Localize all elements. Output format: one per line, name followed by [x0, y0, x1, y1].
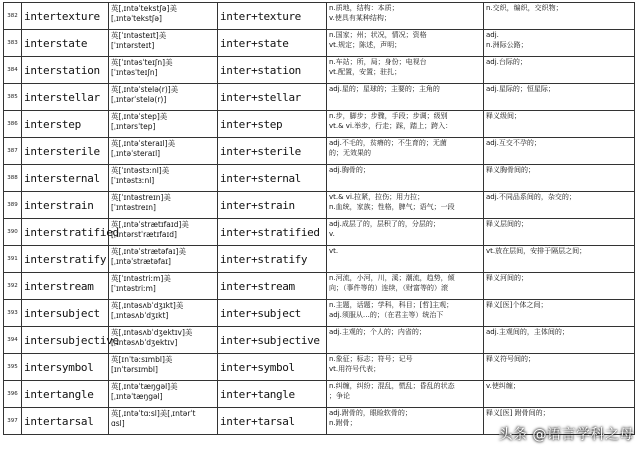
morpheme-split-cell-text: inter+tangle — [220, 387, 295, 401]
phonetic-cell-text: 英[ɪnˈtəːsɪmbl]美 — [111, 355, 173, 364]
word-cell-text: intersterile — [24, 144, 100, 158]
word-cell — [22, 219, 119, 246]
table-row — [4, 138, 635, 165]
meaning-cell-text: vt.& vi.拉紧，拉伤；用力拉； — [329, 193, 425, 201]
row-number-text: 386 — [7, 121, 18, 127]
row-number — [4, 354, 22, 381]
morpheme-split-cell-text: inter+stratify — [220, 252, 308, 266]
table-row — [4, 57, 635, 84]
table-row — [4, 327, 635, 354]
meaning-cell-text: n.主题，话题；学科，科目；[哲]主观； — [329, 301, 454, 309]
row-number — [4, 300, 22, 327]
derived-meaning-cell-text: 释义符号间的； — [486, 355, 535, 363]
morpheme-split-cell-text: inter+subject — [220, 306, 301, 320]
derived-meaning-cell-text: adj.星际的；恒星际； — [486, 85, 555, 93]
phonetic-cell-text: [ˈɪntəsˈteɪʃn] — [111, 68, 158, 77]
word-cell-text: intertarsal — [24, 414, 94, 428]
phonetic-cell-text: [ˌɪntəˈstrætəfaɪ] — [111, 257, 171, 266]
morpheme-split-cell — [218, 246, 327, 273]
meaning-cell-text: n.车站；所，局；身份；电视台 — [329, 58, 427, 66]
row-number-text: 390 — [7, 229, 18, 235]
meaning-cell — [327, 273, 484, 300]
meaning-cell-text: adj.星的；星球的；主要的；主角的 — [329, 85, 440, 93]
row-number-text: 385 — [7, 94, 18, 100]
phonetic-cell — [109, 408, 218, 435]
morpheme-split-cell-text: inter+subjective — [220, 333, 320, 347]
word-cell — [22, 246, 109, 273]
meaning-cell-text: 向；（事件等的）连续，（财富等的）滚 — [329, 283, 448, 292]
meaning-cell-text: 的；无效果的 — [329, 148, 371, 157]
table-row — [4, 30, 635, 57]
derived-meaning-cell-text: n.交织，编织，交织物； — [486, 4, 563, 12]
phonetic-cell-text: 英[ˌɪntəˈtæŋgəl]美 — [111, 382, 178, 391]
morpheme-split-cell — [218, 3, 327, 30]
morpheme-split-cell — [218, 300, 327, 327]
word-cell-text: interstratify — [24, 252, 107, 266]
derived-meaning-cell — [484, 3, 635, 30]
word-cell — [22, 84, 109, 111]
morpheme-split-cell — [218, 138, 327, 165]
row-number-text: 395 — [7, 364, 18, 370]
phonetic-cell-text: [ˌɪntəˈsteraɪl] — [111, 149, 161, 158]
morpheme-split-cell-text: inter+tarsal — [220, 414, 295, 428]
table-row — [4, 111, 635, 138]
word-cell — [22, 192, 109, 219]
derived-meaning-cell — [484, 219, 635, 246]
row-number-text: 384 — [7, 67, 18, 73]
meaning-cell-text: n.跗骨； — [329, 418, 357, 427]
row-number — [4, 138, 22, 165]
row-number-text: 394 — [7, 337, 18, 343]
row-number-text: 383 — [7, 40, 18, 46]
derived-meaning-cell — [484, 138, 635, 165]
word-cell-text: interstrain — [24, 198, 94, 212]
phonetic-cell — [109, 354, 218, 381]
row-number — [4, 192, 22, 219]
table-row — [4, 273, 635, 300]
meaning-cell-text: vt.用符号代表； — [329, 364, 381, 373]
phonetic-cell-text: 英[ˈɪntəsteɪt]美 — [111, 31, 167, 40]
word-cell — [22, 111, 109, 138]
table-row — [4, 84, 635, 111]
derived-meaning-cell — [484, 57, 635, 84]
meaning-cell — [327, 192, 484, 219]
meaning-cell-text: ；争论 — [329, 391, 350, 400]
phonetic-cell-text: [ˌɪntərsˈtep] — [111, 122, 156, 131]
phonetic-cell — [109, 138, 218, 165]
meaning-cell — [327, 246, 484, 273]
meaning-cell — [327, 327, 484, 354]
derived-meaning-cell — [484, 165, 635, 192]
word-cell-text: intersternal — [24, 171, 100, 185]
phonetic-cell-text: [ˌɪntəˈtekstʃə] — [111, 14, 162, 23]
phonetic-cell — [109, 30, 218, 57]
row-number-text: 387 — [7, 148, 18, 154]
derived-meaning-cell-text: n.洲际公路； — [486, 40, 528, 49]
derived-meaning-cell — [484, 354, 635, 381]
meaning-cell — [327, 300, 484, 327]
morpheme-split-cell — [218, 165, 327, 192]
row-number — [4, 165, 22, 192]
row-number — [4, 84, 22, 111]
derived-meaning-cell-text: 释义[医]个体之间； — [486, 301, 548, 309]
row-number — [4, 246, 22, 273]
word-cell-text: intertexture — [24, 9, 100, 23]
morpheme-split-cell-text: inter+strain — [220, 198, 295, 212]
morpheme-split-cell-text: inter+stream — [220, 279, 295, 293]
morpheme-split-cell-text: inter+stratified — [220, 225, 320, 239]
row-number-text: 389 — [7, 202, 18, 208]
phonetic-cell-text: 英[ˌɪntəˈstelə(r)]美 — [111, 85, 179, 94]
meaning-cell — [327, 30, 484, 57]
row-number-text: 396 — [7, 391, 18, 397]
word-cell — [22, 381, 109, 408]
derived-meaning-cell — [484, 381, 635, 408]
word-cell-text: intertangle — [24, 387, 94, 401]
row-number — [4, 3, 22, 30]
table-row — [4, 354, 635, 381]
meaning-cell-text: vt.& vi.举步，行走；踩，踏上；跨入： — [329, 121, 453, 130]
row-number — [4, 327, 22, 354]
table-row — [4, 300, 635, 327]
phonetic-cell-text: [ˌɪntərˈstelə(r)] — [111, 95, 167, 104]
word-cell-text: intersubjective — [24, 333, 119, 347]
phonetic-cell-text: 英[ˈɪntəsˈteɪʃn]美 — [111, 58, 173, 67]
phonetic-cell-text: 英[ˌɪntəˈtekstʃə]美 — [111, 4, 177, 13]
phonetic-cell — [109, 273, 218, 300]
phonetic-cell-text: 英[ˌɪntəˈtɑːsl]美[ˌɪntərˈt — [111, 409, 196, 418]
morpheme-split-cell — [218, 111, 327, 138]
meaning-cell-text: n.纠缠，纠纷；混乱，慌乱；昏乱的状态 — [329, 382, 455, 390]
meaning-cell-text: n.质地，结构：本质； — [329, 4, 399, 12]
meaning-cell-text: adj.跗骨的，眼睑软骨的； — [329, 409, 412, 417]
phonetic-cell — [109, 381, 218, 408]
derived-meaning-cell-text: adj.不同品系间的，杂交的； — [486, 193, 576, 201]
phonetic-cell-text: [ˈɪntərsteɪt] — [111, 41, 155, 50]
morpheme-split-cell — [218, 84, 327, 111]
phonetic-cell-text: [ˈɪntəstriːm] — [111, 284, 156, 293]
meaning-cell — [327, 138, 484, 165]
meaning-cell-text: adj.主观的；个人的；内省的； — [329, 328, 426, 336]
derived-meaning-cell-text: adj.互交不孕的； — [486, 139, 541, 147]
phonetic-cell — [109, 84, 218, 111]
meaning-cell-text: v. — [329, 229, 335, 238]
word-cell-text: interstep — [24, 117, 81, 131]
phonetic-cell-text: [ˌɪntəsʌbˈdʒektɪv] — [111, 338, 178, 347]
meaning-cell — [327, 3, 484, 30]
word-cell-text: intersymbol — [24, 360, 94, 374]
morpheme-split-cell — [218, 192, 327, 219]
table-row — [4, 219, 635, 246]
phonetic-cell — [109, 219, 218, 246]
word-cell — [22, 354, 109, 381]
derived-meaning-cell-text: v.使纠缠； — [486, 382, 520, 390]
meaning-cell-text: n.象征；标志；符号；记号 — [329, 355, 413, 363]
row-number — [4, 381, 22, 408]
derived-meaning-cell-text: 释义胸骨间的； — [486, 166, 535, 174]
morpheme-split-cell — [218, 273, 327, 300]
meaning-cell-text: v.使具有某种结构； — [329, 13, 391, 22]
morpheme-split-cell-text: inter+stellar — [220, 90, 301, 104]
phonetic-cell — [109, 57, 218, 84]
row-number-text: 391 — [7, 256, 18, 262]
meaning-cell — [327, 165, 484, 192]
morpheme-split-cell — [218, 219, 327, 246]
watermark: 头条 @语言学科之母 — [498, 427, 634, 443]
derived-meaning-cell-text: adj.主观间的，主体间的； — [486, 328, 569, 336]
word-cell — [22, 30, 109, 57]
word-cell-text: interstellar — [24, 90, 100, 104]
row-number-text: 388 — [7, 175, 18, 181]
meaning-cell — [327, 408, 484, 435]
phonetic-cell-text: [ˈɪntəstreɪn] — [111, 203, 156, 212]
row-number — [4, 111, 22, 138]
meaning-cell-text: adj.胸骨的； — [329, 166, 370, 174]
phonetic-cell-text: [ɪnˈtərsɪmbl] — [111, 365, 158, 374]
phonetic-cell — [109, 192, 218, 219]
phonetic-cell — [109, 300, 218, 327]
meaning-cell — [327, 57, 484, 84]
phonetic-cell — [109, 246, 218, 273]
meaning-cell — [327, 354, 484, 381]
row-number — [4, 57, 22, 84]
derived-meaning-cell — [484, 111, 635, 138]
phonetic-cell — [109, 327, 218, 354]
derived-meaning-cell-text: vt.放在层间，安排于隔层之间； — [486, 247, 587, 255]
phonetic-cell-text: [ˈɪntəstɜːnl] — [111, 176, 155, 185]
phonetic-cell-text: 英[ˌɪntəˈstep]美 — [111, 112, 168, 121]
table-row — [4, 246, 635, 273]
meaning-cell-text: adj.须服从…的；（在君主等）统治下 — [329, 310, 444, 319]
derived-meaning-cell-text: adj.台际的； — [486, 58, 527, 66]
word-cell — [22, 300, 109, 327]
meaning-cell — [327, 111, 484, 138]
meaning-cell-text: n.步，脚步；步骤，手段；步调；级别 — [329, 112, 448, 120]
derived-meaning-cell-text: 释义级间； — [486, 112, 521, 120]
row-number — [4, 408, 22, 435]
phonetic-cell-text: 英[ˌɪntəsʌbˈdʒektɪv]美 — [111, 328, 193, 337]
morpheme-split-cell-text: inter+texture — [220, 9, 301, 23]
derived-meaning-cell-text: adj. — [486, 31, 499, 39]
table-row — [4, 192, 635, 219]
morpheme-split-cell-text: inter+sternal — [220, 171, 301, 185]
row-number — [4, 273, 22, 300]
vocabulary-table — [3, 2, 635, 435]
derived-meaning-cell — [484, 246, 635, 273]
word-cell — [22, 138, 109, 165]
meaning-cell-text: n.国家；州；状况，情况；资格 — [329, 31, 427, 39]
derived-meaning-cell — [484, 300, 635, 327]
phonetic-cell-text: ɑsl] — [111, 419, 125, 428]
meaning-cell-text: vt. — [329, 247, 339, 255]
derived-meaning-cell — [484, 30, 635, 57]
word-cell — [22, 57, 109, 84]
derived-meaning-cell-text: 释义河间的； — [486, 274, 528, 282]
table-row — [4, 381, 635, 408]
meaning-cell — [327, 219, 484, 246]
word-cell — [22, 327, 119, 354]
morpheme-split-cell-text: inter+station — [220, 63, 301, 77]
row-number — [4, 30, 22, 57]
meaning-cell-text: n.河流，小河，川，溪；潮流，趋势，倾 — [329, 274, 455, 282]
derived-meaning-cell-text: 释义层间的； — [486, 220, 528, 228]
meaning-cell — [327, 381, 484, 408]
phonetic-cell — [109, 165, 218, 192]
row-number-text: 382 — [7, 13, 18, 19]
word-cell — [22, 165, 109, 192]
row-number — [4, 219, 22, 246]
morpheme-split-cell — [218, 30, 327, 57]
phonetic-cell-text: 英[ˈɪntəstreɪn]美 — [111, 193, 171, 202]
derived-meaning-cell — [484, 327, 635, 354]
morpheme-split-cell-text: inter+symbol — [220, 360, 295, 374]
word-cell — [22, 273, 109, 300]
meaning-cell-text: adj.成层了的，层积了的，分层的； — [329, 220, 440, 228]
phonetic-cell-text: [ˌɪntəˈtæŋgəl] — [111, 392, 163, 401]
word-cell-text: interstream — [24, 279, 94, 293]
phonetic-cell — [109, 3, 218, 30]
word-cell-text: interstate — [24, 36, 88, 50]
morpheme-split-cell-text: inter+sterile — [220, 144, 301, 158]
morpheme-split-cell-text: inter+step — [220, 117, 283, 131]
word-cell-text: intersubject — [24, 306, 100, 320]
phonetic-cell — [109, 111, 218, 138]
phonetic-cell-text: [ˌɪntərstˈrætɪfaɪd] — [111, 230, 177, 239]
meaning-cell-text: vt.规定；陈述，声明； — [329, 40, 402, 49]
derived-meaning-cell — [484, 192, 635, 219]
meaning-cell-text: n.血统，家族；性格，脾气；语气；一段 — [329, 202, 455, 211]
phonetic-cell-text: 英[ˈɪntəstɜːnl]美 — [111, 166, 170, 175]
morpheme-split-cell — [218, 381, 327, 408]
phonetic-cell-text: 英[ˌɪntəˈstrætəfaɪ]美 — [111, 247, 186, 256]
row-number-text: 393 — [7, 310, 18, 316]
table-row — [4, 3, 635, 30]
phonetic-cell-text: 英[ˈɪntəstriːm]美 — [111, 274, 171, 283]
phonetic-cell-text: [ˌɪntəsʌbˈdʒɪkt] — [111, 311, 169, 320]
derived-meaning-cell — [484, 84, 635, 111]
word-cell — [22, 3, 109, 30]
row-number-text: 397 — [7, 418, 18, 424]
morpheme-split-cell — [218, 327, 327, 354]
word-cell — [22, 408, 109, 435]
word-cell-text: interstation — [24, 63, 100, 77]
phonetic-cell-text: 英[ˌɪntəsʌbˈdʒɪkt]美 — [111, 301, 184, 310]
table-row — [4, 165, 635, 192]
word-cell-text: interstratified — [24, 225, 119, 239]
morpheme-split-cell-text: inter+state — [220, 36, 289, 50]
morpheme-split-cell — [218, 354, 327, 381]
derived-meaning-cell-text: 释义[医] 跗骨间的； — [486, 409, 550, 417]
morpheme-split-cell — [218, 408, 327, 435]
meaning-cell — [327, 84, 484, 111]
morpheme-split-cell — [218, 57, 327, 84]
meaning-cell-text: vt.配置，安置；驻扎； — [329, 67, 402, 76]
meaning-cell-text: adj.不毛的，贫瘠的；不生育的；无菌 — [329, 139, 447, 147]
row-number-text: 392 — [7, 283, 18, 289]
phonetic-cell-text: 英[ˌɪntəˈsteraɪl]美 — [111, 139, 176, 148]
phonetic-cell-text: 英[ˌɪntəˈstrætɪfaɪd]美 — [111, 220, 189, 229]
derived-meaning-cell — [484, 273, 635, 300]
